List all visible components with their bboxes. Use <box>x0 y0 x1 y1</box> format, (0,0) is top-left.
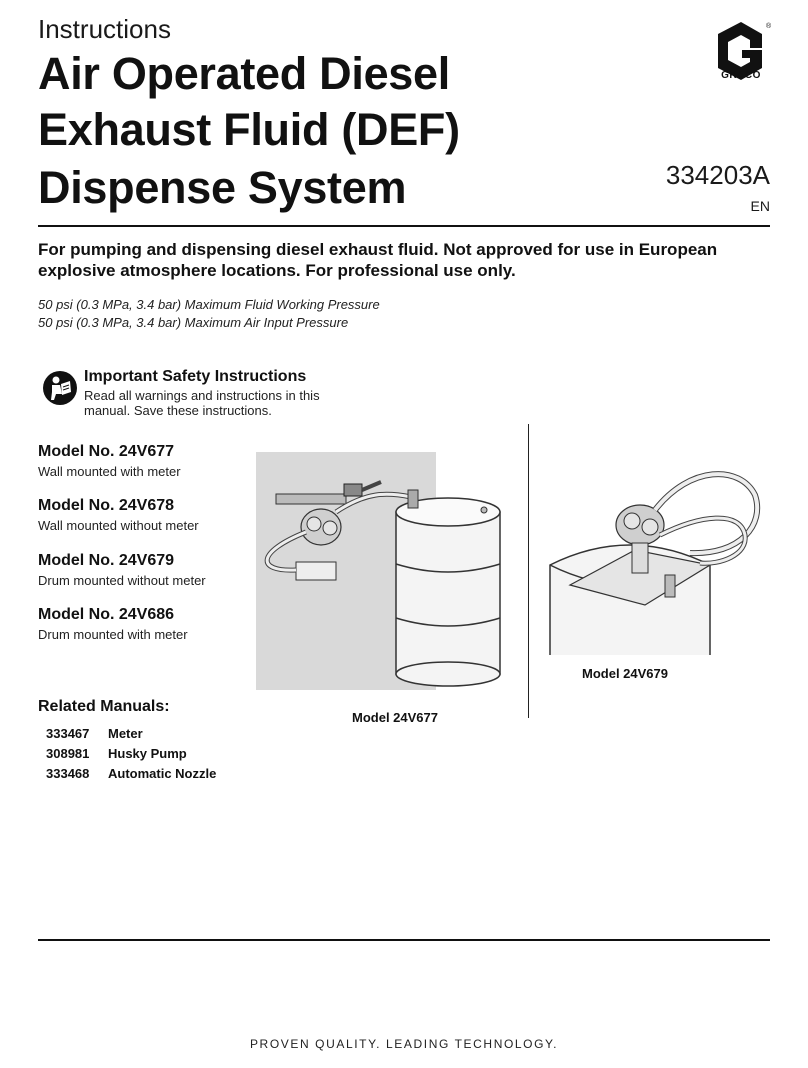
manual-number: 333467 <box>46 726 90 741</box>
model-description-2: Wall mounted without meter <box>38 518 199 533</box>
model-number-2: Model No. 24V678 <box>38 497 175 514</box>
document-type-label: Instructions <box>38 14 171 44</box>
title-line-3: Dispense System <box>38 162 407 213</box>
figure-caption-left: Model 24V677 <box>352 710 438 725</box>
intro-line-1: For pumping and dispensing diesel exhaust fluid. Not approved for use in European <box>38 240 718 259</box>
language-code: EN <box>750 198 770 214</box>
safety-title: Important Safety Instructions <box>84 368 307 385</box>
model-description-4: Drum mounted with meter <box>38 627 188 642</box>
model-description-3: Drum mounted without meter <box>38 573 206 588</box>
registered-mark: ® <box>766 23 772 30</box>
air-pressure-rating: 50 psi (0.3 MPa, 3.4 bar) Maximum Air Input Pressure <box>38 315 349 330</box>
read-manual-icon <box>42 370 78 406</box>
figure-divider <box>528 424 529 718</box>
footer-rule <box>38 939 770 941</box>
intro-line-2: explosive atmosphere locations. For professional use only. <box>38 261 516 280</box>
wall-mounted-system-illustration <box>256 452 516 690</box>
model-number-1: Model No. 24V677 <box>38 443 175 460</box>
safety-line-1: Read all warnings and instructions in this <box>84 388 320 403</box>
model-description-1: Wall mounted with meter <box>38 464 181 479</box>
brand-wordmark: GRACO <box>721 70 761 81</box>
related-manuals-title: Related Manuals: <box>38 698 170 715</box>
manual-name: Husky Pump <box>108 746 187 761</box>
figure-caption-right: Model 24V679 <box>582 666 668 681</box>
drum-mounted-system-illustration <box>540 455 770 655</box>
footer-tagline: PROVEN QUALITY. LEADING TECHNOLOGY. <box>249 1037 559 1051</box>
manual-number: 308981 <box>46 746 90 761</box>
related-manual-row <box>46 726 143 741</box>
header-rule <box>38 225 770 227</box>
manual-number: 333468 <box>46 766 90 781</box>
safety-text <box>84 388 354 418</box>
intro-statement <box>38 239 768 281</box>
title-line-2: Exhaust Fluid (DEF) <box>38 104 460 155</box>
related-manual-row <box>46 766 216 781</box>
document-number: 334203A <box>665 160 770 190</box>
model-number-3: Model No. 24V679 <box>38 552 175 569</box>
model-number-4: Model No. 24V686 <box>38 606 175 623</box>
safety-line-2: manual. Save these instructions. <box>84 403 272 418</box>
fluid-pressure-rating: 50 psi (0.3 MPa, 3.4 bar) Maximum Fluid Working Pressure <box>38 297 380 312</box>
related-manual-row <box>46 746 187 761</box>
manual-name: Automatic Nozzle <box>108 766 217 781</box>
title-line-1: Air Operated Diesel <box>38 48 450 99</box>
manual-name: Meter <box>108 726 143 741</box>
